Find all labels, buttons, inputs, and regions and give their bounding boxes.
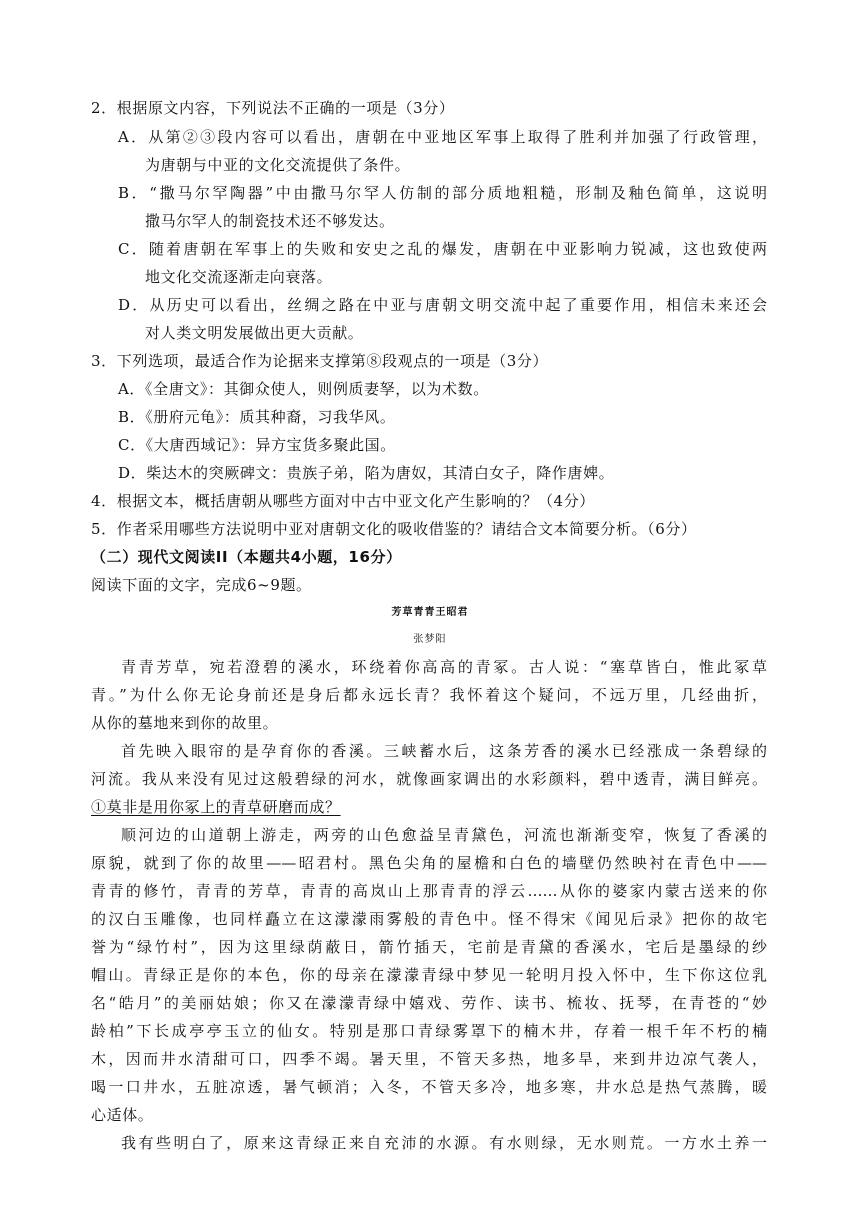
paragraph-3-line-3: 青青的修竹，青青的芳草，青青的高岚山上那青青的浮云……从你的婆家内蒙古送来的你 xyxy=(91,882,767,900)
question-3-option-b: B．《册府元龟》：质其种裔，习我华风。 xyxy=(118,408,396,426)
question-3-option-c: C．《大唐西域记》：异方宝货多聚此国。 xyxy=(118,436,396,454)
paragraph-4-line-1: 我有些明白了，原来这青绿正来自充沛的水源。有水则绿，无水则荒。一方水土养一 xyxy=(121,1134,767,1152)
question-2-stem: 2．根据原文内容，下列说法不正确的一项是（3分） xyxy=(91,99,455,117)
question-2-option-c-cont: 地文化交流逐渐走向衰落。 xyxy=(145,268,333,286)
question-3-option-d: D．柴达木的突厥碑文：贵族子弟，陷为唐奴，其清白女子，降作唐婢。 xyxy=(118,464,615,482)
question-4: 4．根据文本，概括唐朝从哪些方面对中古中亚文化产生影响的？（4分） xyxy=(91,492,595,510)
article-title: 芳草青青王昭君 xyxy=(391,607,469,618)
section-instruction: 阅读下面的文字，完成6~9题。 xyxy=(91,576,312,594)
paragraph-3-line-9: 木，因而井水清甜可口，四季不竭。暑天里，不管天多热，地多旱，来到井边凉气袭人， xyxy=(91,1050,767,1068)
paragraph-1-line-2: 青。”为什么你无论身前还是身后都永远长青？我怀着这个疑问，不远万里，几经曲折， xyxy=(91,686,767,704)
underlined-sentence-1: ①莫非是用你冢上的青草研磨而成？ xyxy=(91,798,341,816)
question-2-option-a: A．从第②③段内容可以看出，唐朝在中亚地区军事上取得了胜利并加强了行政管理， xyxy=(118,128,767,146)
question-2-option-a-cont: 为唐朝与中亚的文化交流提供了条件。 xyxy=(145,156,411,174)
paragraph-1-line-3: 从你的墓地来到你的故里。 xyxy=(91,714,279,732)
paragraph-2-line-2: 河流。我从来没有见过这般碧绿的河水，就像画家调出的水彩颜料，碧中透青，满目鲜亮。 xyxy=(91,770,767,788)
question-2-option-b: B．“撒马尔罕陶器”中由撒马尔罕人仿制的部分质地粗糙，形制及釉色简单，这说明 xyxy=(118,184,767,202)
article-author: 张梦阳 xyxy=(413,634,447,645)
paragraph-2-line-1: 首先映入眼帘的是孕育你的香溪。三峡蓄水后，这条芳香的溪水已经涨成一条碧绿的 xyxy=(121,742,767,760)
paragraph-3-line-8: 龄柏”下长成亭亭玉立的仙女。特别是那口青绿雾罩下的楠木井，存着一根千年不朽的楠 xyxy=(91,1022,767,1040)
paragraph-3-line-2: 原貌，就到了你的故里——昭君村。黑色尖角的屋檐和白色的墙壁仍然映衬在青色中—— xyxy=(91,854,767,872)
question-2-option-b-cont: 撒马尔罕人的制瓷技术还不够发达。 xyxy=(145,212,395,230)
question-3-option-a: A．《全唐文》：其御众使人，则例质妻孥，以为术数。 xyxy=(118,380,489,398)
paragraph-3-line-1: 顺河边的山道朝上游走，两旁的山色愈益呈青黛色，河流也渐渐变窄，恢复了香溪的 xyxy=(121,826,767,844)
section-heading: （二）现代文阅读II（本题共4小题，16分） xyxy=(91,548,402,566)
paragraph-3-line-4: 的汉白玉雕像，也同样矗立在这濛濛雨雾般的青色中。怪不得宋《闻见后录》把你的故宅 xyxy=(91,910,767,928)
question-2-option-d-cont: 对人类文明发展做出更大贡献。 xyxy=(145,324,364,342)
paragraph-3-line-5: 誉为“绿竹村”，因为这里绿荫蔽日，箭竹插天，宅前是青黛的香溪水，宅后是墨绿的纱 xyxy=(91,938,767,956)
question-2-option-d: D．从历史可以看出，丝绸之路在中亚与唐朝文明交流中起了重要作用，相信未来还会 xyxy=(118,296,767,314)
question-2-option-c: C．随着唐朝在军事上的失败和安史之乱的爆发，唐朝在中亚影响力锐减，这也致使两 xyxy=(118,240,767,258)
paragraph-3-line-11: 心适体。 xyxy=(91,1106,154,1124)
question-5: 5．作者采用哪些方法说明中亚对唐朝文化的吸收借鉴的？请结合文本简要分析。（6分） xyxy=(91,520,697,538)
paragraph-3-line-6: 帽山。青绿正是你的本色，你的母亲在濛濛青绿中梦见一轮明月投入怀中，生下你这位乳 xyxy=(91,966,767,984)
question-3-stem: 3．下列选项，最适合作为论据来支撑第⑧段观点的一项是（3分） xyxy=(91,352,549,370)
paragraph-3-line-10: 喝一口井水，五脏凉透，暑气顿消；入冬，不管天多冷，地多寒，井水总是热气蒸腾，暖 xyxy=(91,1078,767,1096)
paragraph-1-line-1: 青青芳草，宛若澄碧的溪水，环绕着你高高的青冢。古人说：“塞草皆白，惟此冢草 xyxy=(121,658,767,676)
paragraph-3-line-7: 名“皓月”的美丽姑娘；你又在濛濛青绿中嬉戏、劳作、读书、梳妆、抚琴，在青苍的“妙 xyxy=(91,994,767,1012)
